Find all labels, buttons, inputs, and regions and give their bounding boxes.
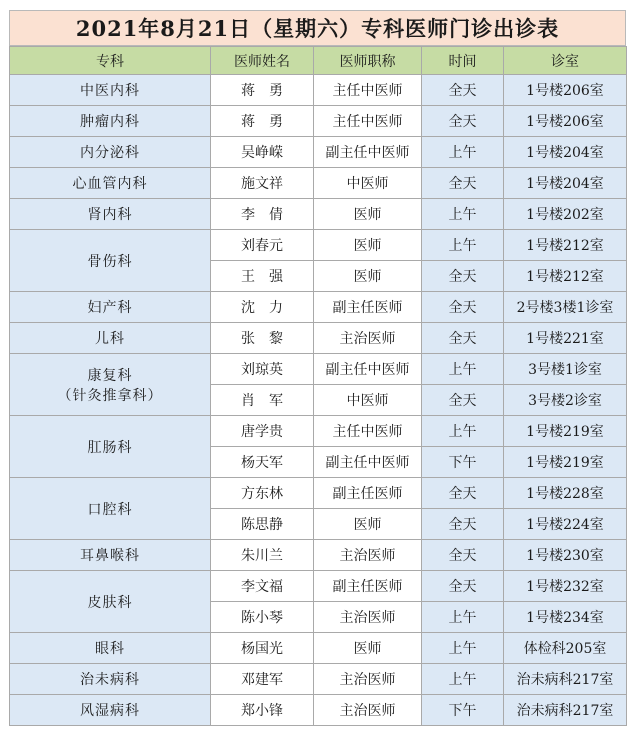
dept-name: 康复科: [87, 367, 133, 384]
header-doctor-title: 医师职称: [314, 47, 422, 75]
room-cell: 1号楼230室: [504, 540, 627, 571]
doctor-name-cell: 朱川兰: [211, 540, 314, 571]
dept-cell: 心血管内科: [10, 168, 211, 199]
doctor-title-cell: 中医师: [314, 168, 422, 199]
table-row: [10, 695, 627, 726]
time-cell: 下午: [422, 447, 504, 478]
dept-cell: 肾内科: [10, 199, 211, 230]
time-cell: 全天: [422, 509, 504, 540]
doctor-title-cell: 主任中医师: [314, 75, 422, 106]
doctor-title-cell: 主治医师: [314, 323, 422, 354]
doctor-name-cell: 杨天军: [211, 447, 314, 478]
time-cell: 全天: [422, 261, 504, 292]
doctor-name-cell: 方东林: [211, 478, 314, 509]
time-cell: 上午: [422, 633, 504, 664]
doctor-name-cell: 沈 力: [211, 292, 314, 323]
room-cell: 1号楼221室: [504, 323, 627, 354]
header-time: 时间: [422, 47, 504, 75]
time-cell: 上午: [422, 137, 504, 168]
doctor-name-cell: 肖 军: [211, 385, 314, 416]
doctor-name-cell: 李文福: [211, 571, 314, 602]
dept-cell: 口腔科: [10, 478, 211, 540]
room-cell: 1号楼204室: [504, 137, 627, 168]
doctor-title-cell: 副主任中医师: [314, 354, 422, 385]
time-cell: 全天: [422, 385, 504, 416]
doctor-title-cell: 副主任医师: [314, 478, 422, 509]
time-cell: 上午: [422, 602, 504, 633]
doctor-title-cell: 主治医师: [314, 695, 422, 726]
header-dept: 专科: [10, 47, 211, 75]
time-cell: 上午: [422, 416, 504, 447]
doctor-name-cell: 邓建军: [211, 664, 314, 695]
doctor-title-cell: 主治医师: [314, 602, 422, 633]
dept-cell: 中医内科: [10, 75, 211, 106]
time-cell: 全天: [422, 106, 504, 137]
header-room: 诊室: [504, 47, 627, 75]
table-row: [10, 230, 627, 261]
doctor-title-cell: 医师: [314, 261, 422, 292]
dept-subname: （针灸推拿科）: [57, 387, 163, 404]
doctor-title-cell: 主治医师: [314, 540, 422, 571]
room-cell: 2号楼3楼1诊室: [504, 292, 627, 323]
doctor-name-cell: 蒋 勇: [211, 75, 314, 106]
room-cell: 1号楼212室: [504, 230, 627, 261]
doctor-name-cell: 施文祥: [211, 168, 314, 199]
header-row: [10, 47, 627, 75]
table-row: [10, 354, 627, 385]
room-cell: 1号楼234室: [504, 602, 627, 633]
dept-cell: 妇产科: [10, 292, 211, 323]
doctor-title-cell: 主任中医师: [314, 106, 422, 137]
doctor-name-cell: 王 强: [211, 261, 314, 292]
room-cell: 3号楼2诊室: [504, 385, 627, 416]
time-cell: 全天: [422, 571, 504, 602]
table-row: [10, 540, 627, 571]
table-row: [10, 292, 627, 323]
table-row: [10, 571, 627, 602]
time-cell: 上午: [422, 230, 504, 261]
room-cell: 1号楼212室: [504, 261, 627, 292]
table-row: [10, 75, 627, 106]
dept-cell: 肛肠科: [10, 416, 211, 478]
dept-cell: 骨伤科: [10, 230, 211, 292]
dept-cell: 儿科: [10, 323, 211, 354]
table-row: [10, 168, 627, 199]
time-cell: 全天: [422, 75, 504, 106]
doctor-name-cell: 陈思静: [211, 509, 314, 540]
table-row: [10, 633, 627, 664]
doctor-name-cell: 张 黎: [211, 323, 314, 354]
doctor-name-cell: 唐学贵: [211, 416, 314, 447]
dept-cell: 耳鼻喉科: [10, 540, 211, 571]
doctor-title-cell: 中医师: [314, 385, 422, 416]
table-row: [10, 664, 627, 695]
time-cell: 下午: [422, 695, 504, 726]
room-cell: 1号楼232室: [504, 571, 627, 602]
room-cell: 1号楼206室: [504, 75, 627, 106]
time-cell: 上午: [422, 199, 504, 230]
doctor-name-cell: 吴峥嵘: [211, 137, 314, 168]
table-row: [10, 199, 627, 230]
doctor-title-cell: 医师: [314, 230, 422, 261]
page-title: 2021年8月21日（星期六）专科医师门诊出诊表: [9, 10, 626, 46]
doctor-name-cell: 陈小琴: [211, 602, 314, 633]
dept-cell: 眼科: [10, 633, 211, 664]
doctor-name-cell: 刘春元: [211, 230, 314, 261]
doctor-name-cell: 郑小锋: [211, 695, 314, 726]
room-cell: 3号楼1诊室: [504, 354, 627, 385]
room-cell: 体检科205室: [504, 633, 627, 664]
room-cell: 1号楼228室: [504, 478, 627, 509]
time-cell: 全天: [422, 168, 504, 199]
table-row: [10, 323, 627, 354]
dept-cell: 治未病科: [10, 664, 211, 695]
room-cell: 1号楼206室: [504, 106, 627, 137]
doctor-title-cell: 医师: [314, 509, 422, 540]
room-cell: 1号楼219室: [504, 447, 627, 478]
room-cell: 1号楼224室: [504, 509, 627, 540]
doctor-title-cell: 医师: [314, 199, 422, 230]
doctor-name-cell: 蒋 勇: [211, 106, 314, 137]
time-cell: 全天: [422, 323, 504, 354]
time-cell: 上午: [422, 354, 504, 385]
doctor-name-cell: 刘琼英: [211, 354, 314, 385]
dept-cell: 肿瘤内科: [10, 106, 211, 137]
table-row: [10, 416, 627, 447]
doctor-title-cell: 医师: [314, 633, 422, 664]
schedule-table: [9, 46, 627, 726]
doctor-title-cell: 副主任医师: [314, 571, 422, 602]
doctor-name-cell: 李 倩: [211, 199, 314, 230]
dept-cell: [10, 354, 211, 416]
doctor-title-cell: 主任中医师: [314, 416, 422, 447]
doctor-title-cell: 副主任中医师: [314, 137, 422, 168]
dept-cell: 风湿病科: [10, 695, 211, 726]
time-cell: 全天: [422, 540, 504, 571]
doctor-name-cell: 杨国光: [211, 633, 314, 664]
table-row: [10, 106, 627, 137]
doctor-title-cell: 副主任医师: [314, 292, 422, 323]
room-cell: 1号楼219室: [504, 416, 627, 447]
table-row: [10, 478, 627, 509]
time-cell: 全天: [422, 292, 504, 323]
room-cell: 治未病科217室: [504, 664, 627, 695]
time-cell: 上午: [422, 664, 504, 695]
dept-cell: 皮肤科: [10, 571, 211, 633]
doctor-title-cell: 主治医师: [314, 664, 422, 695]
room-cell: 治未病科217室: [504, 695, 627, 726]
room-cell: 1号楼202室: [504, 199, 627, 230]
table-row: [10, 137, 627, 168]
time-cell: 全天: [422, 478, 504, 509]
dept-cell: 内分泌科: [10, 137, 211, 168]
room-cell: 1号楼204室: [504, 168, 627, 199]
doctor-title-cell: 副主任中医师: [314, 447, 422, 478]
header-doctor-name: 医师姓名: [211, 47, 314, 75]
